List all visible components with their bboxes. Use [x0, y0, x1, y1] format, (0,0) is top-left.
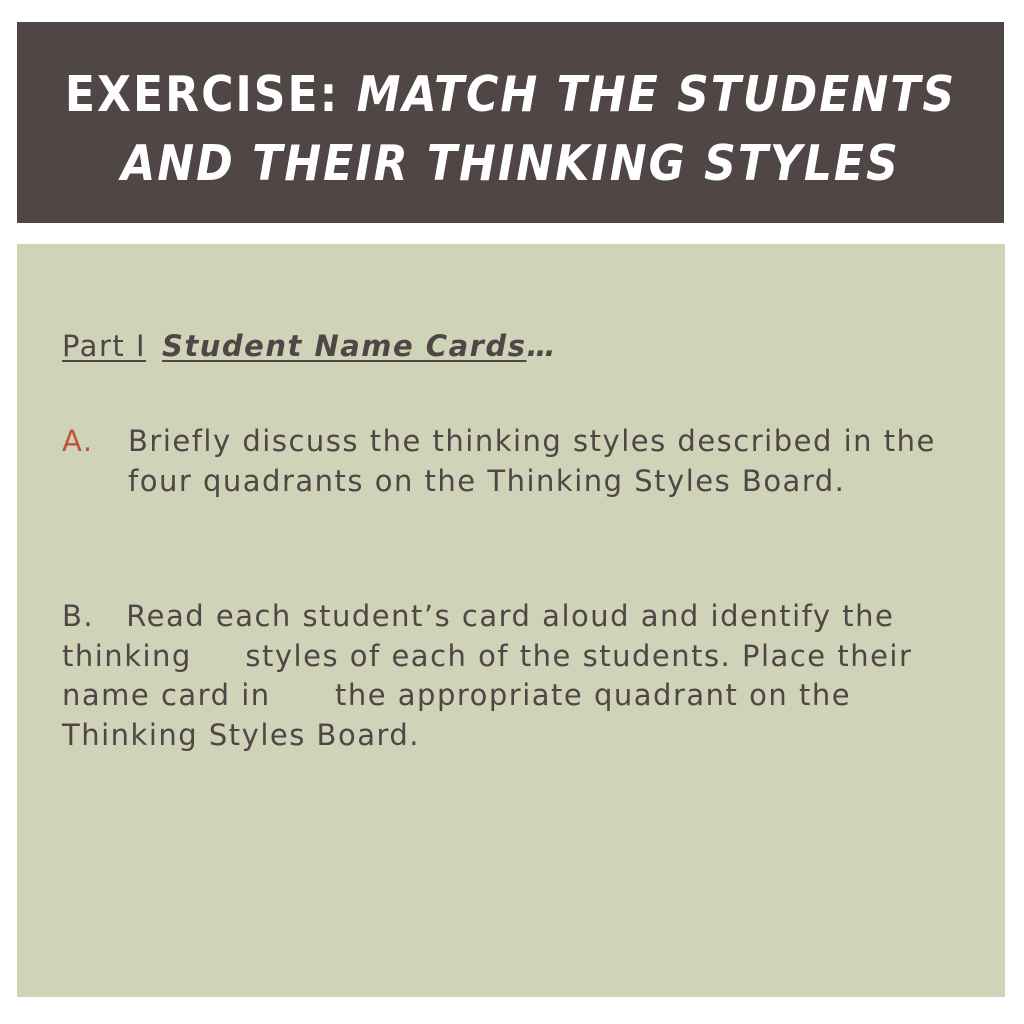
list-text-a: Briefly discuss the thinking styles described in the four quadrants on the Thinking Styles Board. — [128, 424, 936, 498]
part-name: Student Name Cards — [162, 329, 527, 363]
slide-title — [47, 60, 974, 198]
title-bar — [17, 22, 1004, 223]
list-item-a — [62, 422, 982, 501]
list-marker-a: A. — [62, 424, 94, 458]
title-prefix: EXERCISE: — [64, 65, 357, 123]
part-ellipsis: … — [526, 329, 557, 363]
list-item-b: B. Read each student’s card aloud and identify the thinking styles of each of the students. Place their name card in the appropriate quadrant on the Thinking Styles Board. — [62, 599, 924, 752]
title-italic: MATCH THE STUDENTS AND THEIR THINKING STYLES — [121, 65, 957, 192]
content-panel — [17, 244, 1005, 997]
part-heading — [62, 328, 557, 364]
part-label: Part I — [62, 329, 147, 363]
